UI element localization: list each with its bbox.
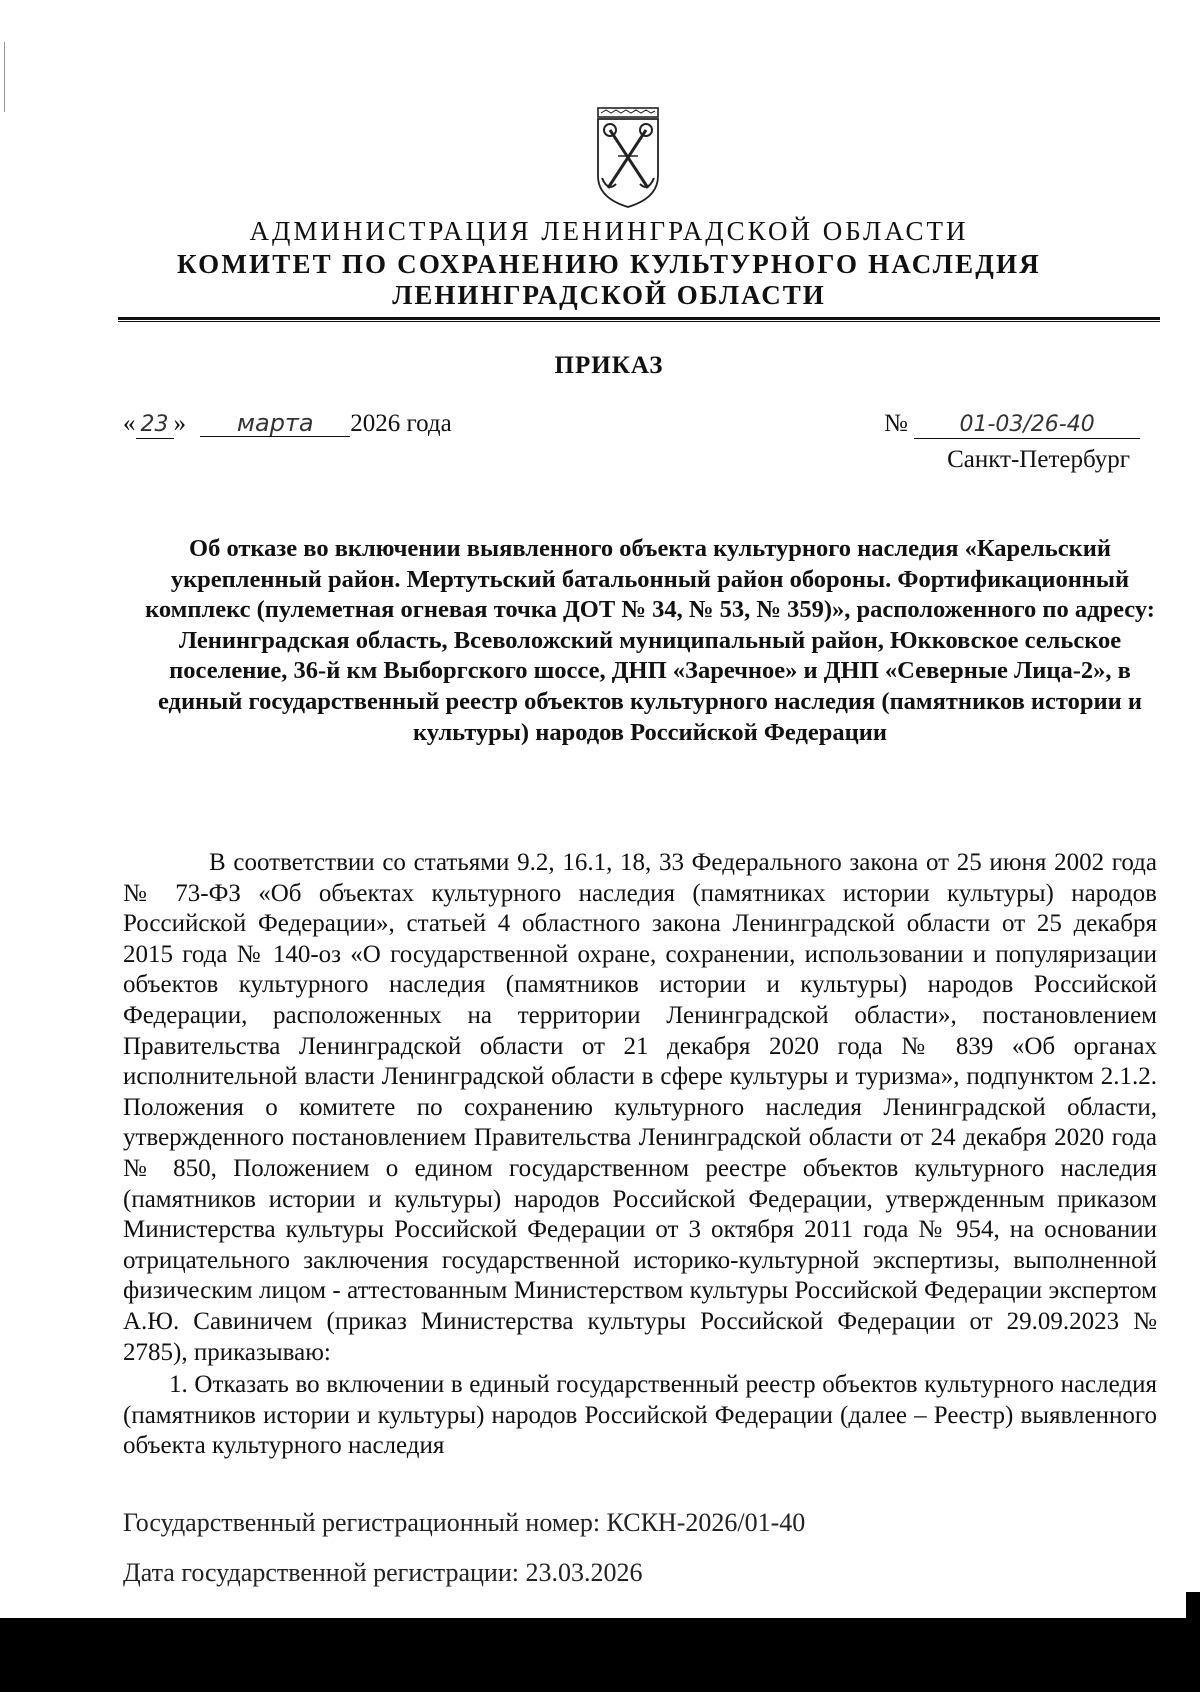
date-year: 2026 года — [350, 410, 452, 437]
order-item-1: 1. Отказать во включении в единый государственный реестр объектов культурного наследия (памятников истории и культуры) народов Российской Федерации (далее – Реестр) выявленного объекта культурного наследия — [123, 1371, 1157, 1460]
date-day: 23 — [136, 412, 174, 439]
number-prefix: № — [884, 410, 908, 437]
header-divider-thin — [118, 321, 1160, 322]
number-value: 01-03/26-40 — [914, 412, 1140, 439]
preamble-paragraph: В соответствии со статьями 9.2, 16.1, 18, 33 Федерального закона от 25 июня 2002 года № 73-ФЗ «Об объектах культурного наследия (памятниках истории культуры) народов Российской Федерации», статьей 4 областного закона Ленинградской области от 25 декабря 2015 года № 140-оз «О государственной охране, сохранении, использовании и популяризации объектов культурного наследия (памятников истории и культуры) народов Российской Федерации, расположенных на территории Ленинградской области», постановлением Правительства Ленинградской области от 21 декабря 2020 года № 839 «Об органах исполнительной власти Ленинградской области в сфере культуры и туризма», подпунктом 2.1.2. Положения о комитете по сохранению культурного наследия Ленинградской области, утвержденного постановлением Правительства Ленинградской области от 24 декабря 2020 года № 850, Положением о едином государственном реестре объектов культурного наследия (памятников истории и культуры) народов Российской Федерации, утвержденным приказом Министерства культуры Российской Федерации от 3 октября 2011 года № 954, на основании отрицательного заключения государственной историко-культурной экспертизы, выполненной физическим лицом - аттестованным Министерством культуры Российской Федерации экспертом А.Ю. Савиничем (приказ Министерства культуры Российской Федерации от 29.09.2023 № 2785), приказываю: — [123, 849, 1157, 1366]
date-quote-close: » — [173, 410, 186, 437]
header-administration: АДМИНИСТРАЦИЯ ЛЕНИНГРАДСКОЙ ОБЛАСТИ — [249, 216, 969, 246]
date-month: марта — [200, 410, 350, 437]
city: Санкт-Петербург — [947, 446, 1130, 473]
order-subject: Об отказе во включении выявленного объекта культурного наследия «Карельский укрепленный район. Мертутьский батальонный район обороны. Фортификационный комплекс (пулеметная огневая точка ДОТ № 34, № 53, № 359)», расположенного по адресу: Ленинградская область, Всеволожский муниципальный район, Юкковское сельское поселение, 36-й км Выборгского шоссе, ДНП «Заречное» и ДНП «Северные Лица-2», в единый государственный реестр объектов культурного наследия (памятников истории и культуры) народов Российской Федерации — [145, 535, 1155, 746]
scan-edge-mark — [4, 42, 5, 112]
coat-of-arms-icon — [596, 106, 660, 210]
date-quote-open: « — [123, 410, 136, 437]
header-divider-thick — [118, 317, 1160, 320]
order-date — [123, 410, 452, 439]
document-type-title: ПРИКАЗ — [554, 352, 664, 379]
scan-bottom-border — [0, 1618, 1200, 1692]
scan-border-notch — [1186, 1592, 1200, 1618]
header-committee: КОМИТЕТ ПО СОХРАНЕНИЮ КУЛЬТУРНОГО НАСЛЕДИЯ — [177, 249, 1041, 279]
header-region: ЛЕНИНГРАДСКОЙ ОБЛАСТИ — [392, 280, 826, 310]
order-body — [123, 848, 1157, 1462]
registration-number: Государственный регистрационный номер: КСКН-2026/01-40 — [123, 1508, 806, 1537]
order-number — [884, 410, 1140, 439]
registration-date: Дата государственной регистрации: 23.03.2026 — [123, 1558, 643, 1587]
